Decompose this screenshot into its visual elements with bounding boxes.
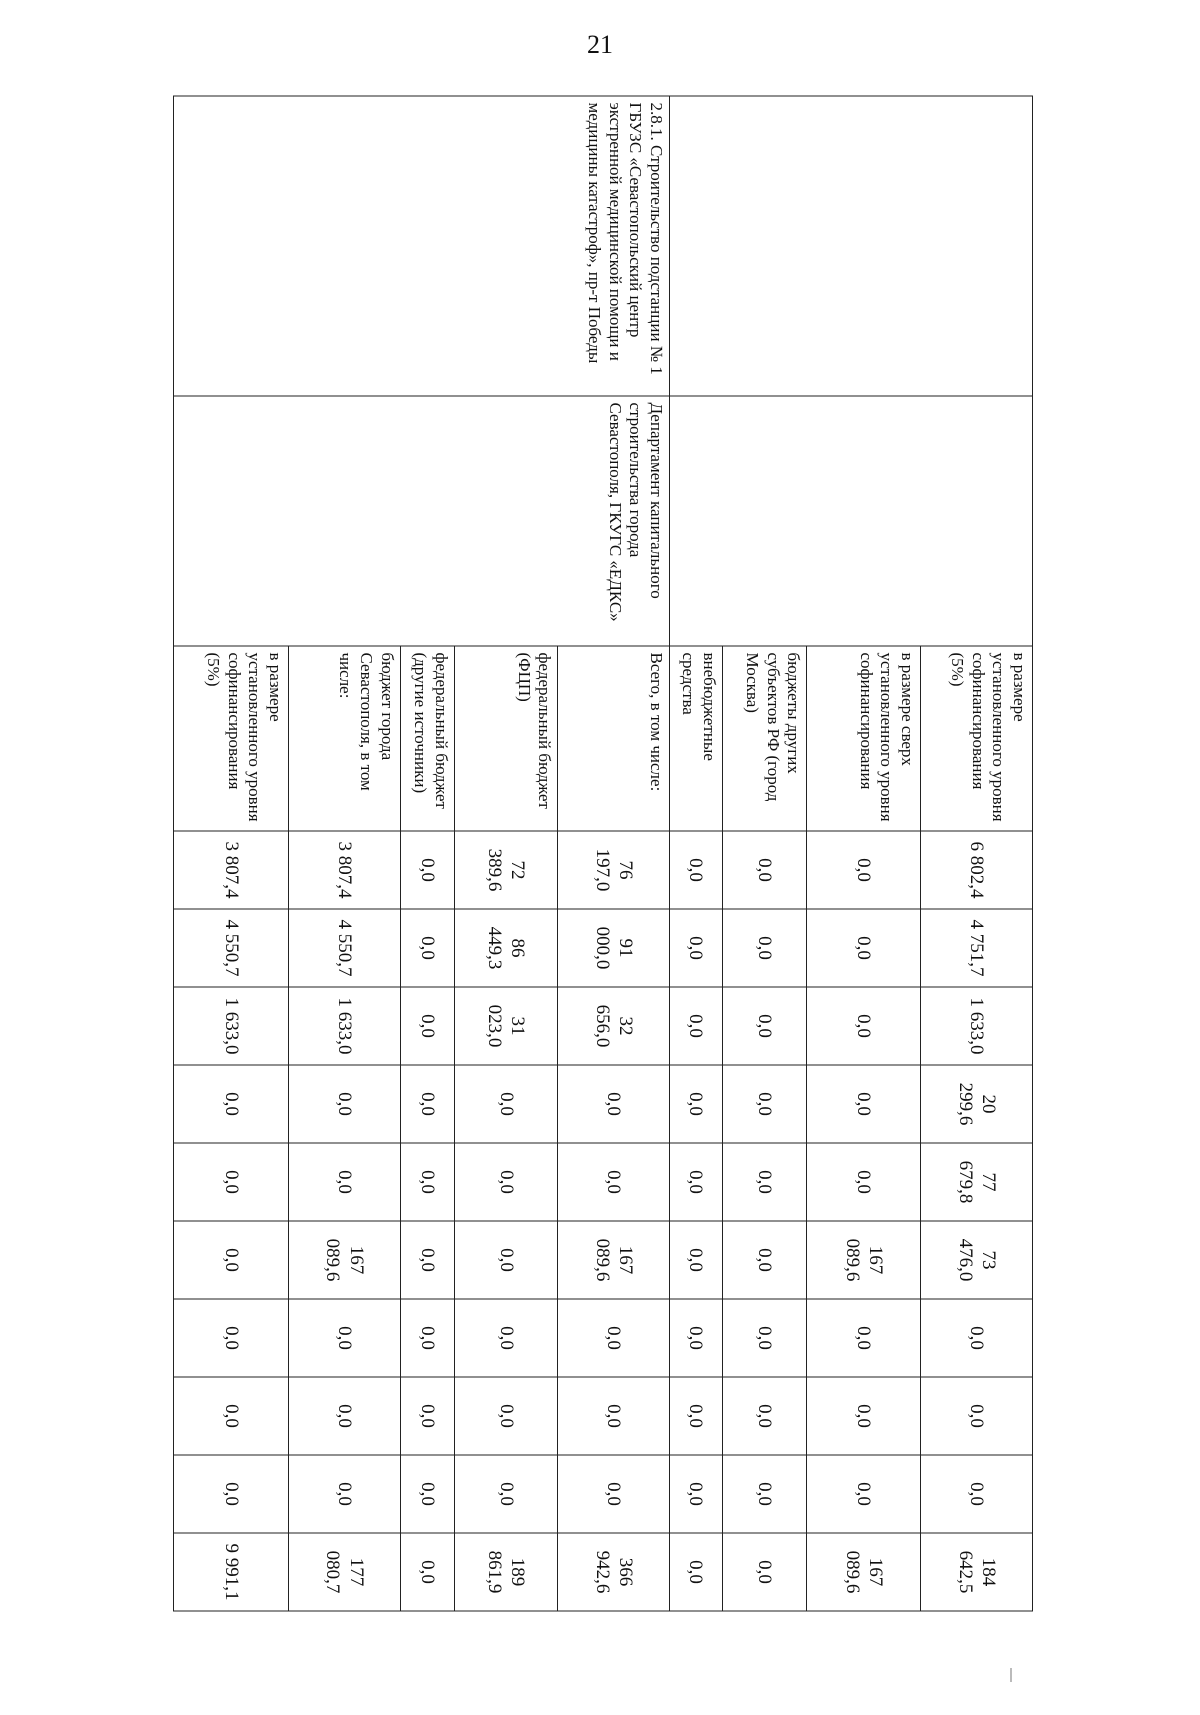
value-cell: 167 089,6 xyxy=(289,1221,401,1299)
value-cell: 0,0 xyxy=(558,1143,670,1221)
value-cell: 3 807,4 xyxy=(174,831,289,909)
value-cell: 0,0 xyxy=(558,1377,670,1455)
funding-source-cell: Всего, в том числе: xyxy=(558,646,670,831)
value-cell: 76 197,0 xyxy=(558,831,670,909)
value-cell: 0,0 xyxy=(174,1221,289,1299)
value-cell: 0,0 xyxy=(670,1143,723,1221)
value-cell: 91 000,0 xyxy=(558,909,670,987)
value-cell: 167 089,6 xyxy=(807,1221,921,1299)
value-cell: 0,0 xyxy=(722,1377,807,1455)
value-cell: 0,0 xyxy=(400,1143,454,1221)
value-cell: 0,0 xyxy=(670,1377,723,1455)
value-cell: 0,0 xyxy=(722,987,807,1065)
value-cell: 0,0 xyxy=(921,1455,1033,1533)
value-cell: 6 802,4 xyxy=(921,831,1033,909)
value-cell: 0,0 xyxy=(400,987,454,1065)
value-cell: 0,0 xyxy=(670,831,723,909)
value-cell: 0,0 xyxy=(455,1455,558,1533)
total-value-cell: 167 089,6 xyxy=(807,1533,921,1611)
total-value-cell: 9 991,1 xyxy=(174,1533,289,1611)
value-cell: 0,0 xyxy=(807,1299,921,1377)
value-cell: 0,0 xyxy=(289,1299,401,1377)
funding-source-cell: внебюджетные средства xyxy=(670,646,723,831)
funding-source-cell: бюджеты других субъектов РФ (город Москва) xyxy=(722,646,807,831)
value-cell: 77 679,8 xyxy=(921,1143,1033,1221)
scan-mark xyxy=(1010,1668,1012,1682)
total-value-cell: 184 642,5 xyxy=(921,1533,1033,1611)
value-cell: 0,0 xyxy=(400,1299,454,1377)
value-cell: 0,0 xyxy=(670,909,723,987)
value-cell: 0,0 xyxy=(807,831,921,909)
object-cell xyxy=(670,96,1033,396)
value-cell: 0,0 xyxy=(722,1065,807,1143)
value-cell: 0,0 xyxy=(670,987,723,1065)
table-body xyxy=(174,96,1033,1611)
object-cell: 2.8.1. Строительство подстанции № 1 ГБУЗС «Севастопольский центр экстренной медицинской помощи и медицины катастроф», пр-т Победы xyxy=(174,96,670,396)
value-cell: 0,0 xyxy=(174,1065,289,1143)
value-cell: 0,0 xyxy=(807,1065,921,1143)
value-cell: 0,0 xyxy=(722,1455,807,1533)
value-cell: 0,0 xyxy=(174,1143,289,1221)
funding-source-cell: бюджет города Севастополя, в том числе: xyxy=(289,646,401,831)
funding-source-cell: федеральный бюджет (другие источники) xyxy=(400,646,454,831)
value-cell: 0,0 xyxy=(289,1143,401,1221)
value-cell: 0,0 xyxy=(289,1377,401,1455)
budget-table-frame xyxy=(173,96,1033,1611)
value-cell: 0,0 xyxy=(455,1299,558,1377)
value-cell: 0,0 xyxy=(289,1065,401,1143)
value-cell: 0,0 xyxy=(400,1377,454,1455)
funding-source-cell: в размере установленного уровня софинансирования (5%) xyxy=(174,646,289,831)
total-value-cell: 0,0 xyxy=(722,1533,807,1611)
value-cell: 0,0 xyxy=(722,1299,807,1377)
value-cell: 0,0 xyxy=(670,1221,723,1299)
total-value-cell: 189 861,9 xyxy=(455,1533,558,1611)
value-cell: 0,0 xyxy=(558,1299,670,1377)
value-cell: 0,0 xyxy=(400,909,454,987)
page-number: 21 xyxy=(587,30,613,59)
value-cell: 0,0 xyxy=(400,1221,454,1299)
value-cell: 1 633,0 xyxy=(289,987,401,1065)
value-cell: 31 023,0 xyxy=(455,987,558,1065)
value-cell: 73 476,0 xyxy=(921,1221,1033,1299)
value-cell: 0,0 xyxy=(174,1299,289,1377)
total-value-cell: 0,0 xyxy=(400,1533,454,1611)
table-row xyxy=(921,96,1033,1611)
value-cell: 0,0 xyxy=(558,1455,670,1533)
value-cell: 0,0 xyxy=(921,1299,1033,1377)
value-cell: 0,0 xyxy=(921,1377,1033,1455)
value-cell: 0,0 xyxy=(670,1299,723,1377)
value-cell: 0,0 xyxy=(455,1065,558,1143)
value-cell: 0,0 xyxy=(722,831,807,909)
value-cell: 0,0 xyxy=(807,1377,921,1455)
value-cell: 20 299,6 xyxy=(921,1065,1033,1143)
value-cell: 0,0 xyxy=(807,1455,921,1533)
table-row xyxy=(558,96,670,1611)
value-cell: 0,0 xyxy=(400,1455,454,1533)
value-cell: 0,0 xyxy=(174,1377,289,1455)
value-cell: 0,0 xyxy=(722,909,807,987)
value-cell: 0,0 xyxy=(722,1221,807,1299)
value-cell: 0,0 xyxy=(558,1065,670,1143)
value-cell: 0,0 xyxy=(455,1143,558,1221)
value-cell: 167 089,6 xyxy=(558,1221,670,1299)
value-cell: 0,0 xyxy=(455,1377,558,1455)
value-cell: 4 550,7 xyxy=(289,909,401,987)
value-cell: 32 656,0 xyxy=(558,987,670,1065)
value-cell: 86 449,3 xyxy=(455,909,558,987)
budget-table xyxy=(173,96,1033,1612)
value-cell: 0,0 xyxy=(289,1455,401,1533)
funding-source-cell: федеральный бюджет (ФЦП) xyxy=(455,646,558,831)
value-cell: 4 751,7 xyxy=(921,909,1033,987)
value-cell: 0,0 xyxy=(174,1455,289,1533)
funding-source-cell: в размере установленного уровня софинансирования (5%) xyxy=(921,646,1033,831)
total-value-cell: 0,0 xyxy=(670,1533,723,1611)
funding-source-cell: в размере сверх установленного уровня софинансирования xyxy=(807,646,921,831)
executor-cell: Департамент капитального строительства города Севастополя, ГКУГС «ЕДКС» xyxy=(174,396,670,646)
value-cell: 0,0 xyxy=(400,1065,454,1143)
value-cell: 0,0 xyxy=(807,1143,921,1221)
total-value-cell: 177 080,7 xyxy=(289,1533,401,1611)
value-cell: 72 389,6 xyxy=(455,831,558,909)
value-cell: 0,0 xyxy=(400,831,454,909)
value-cell: 0,0 xyxy=(807,987,921,1065)
value-cell: 3 807,4 xyxy=(289,831,401,909)
value-cell: 0,0 xyxy=(670,1065,723,1143)
value-cell: 4 550,7 xyxy=(174,909,289,987)
value-cell: 0,0 xyxy=(670,1455,723,1533)
total-value-cell: 366 942,6 xyxy=(558,1533,670,1611)
value-cell: 0,0 xyxy=(807,909,921,987)
value-cell: 0,0 xyxy=(722,1143,807,1221)
value-cell: 0,0 xyxy=(455,1221,558,1299)
value-cell: 1 633,0 xyxy=(921,987,1033,1065)
executor-cell xyxy=(670,396,1033,646)
value-cell: 1 633,0 xyxy=(174,987,289,1065)
